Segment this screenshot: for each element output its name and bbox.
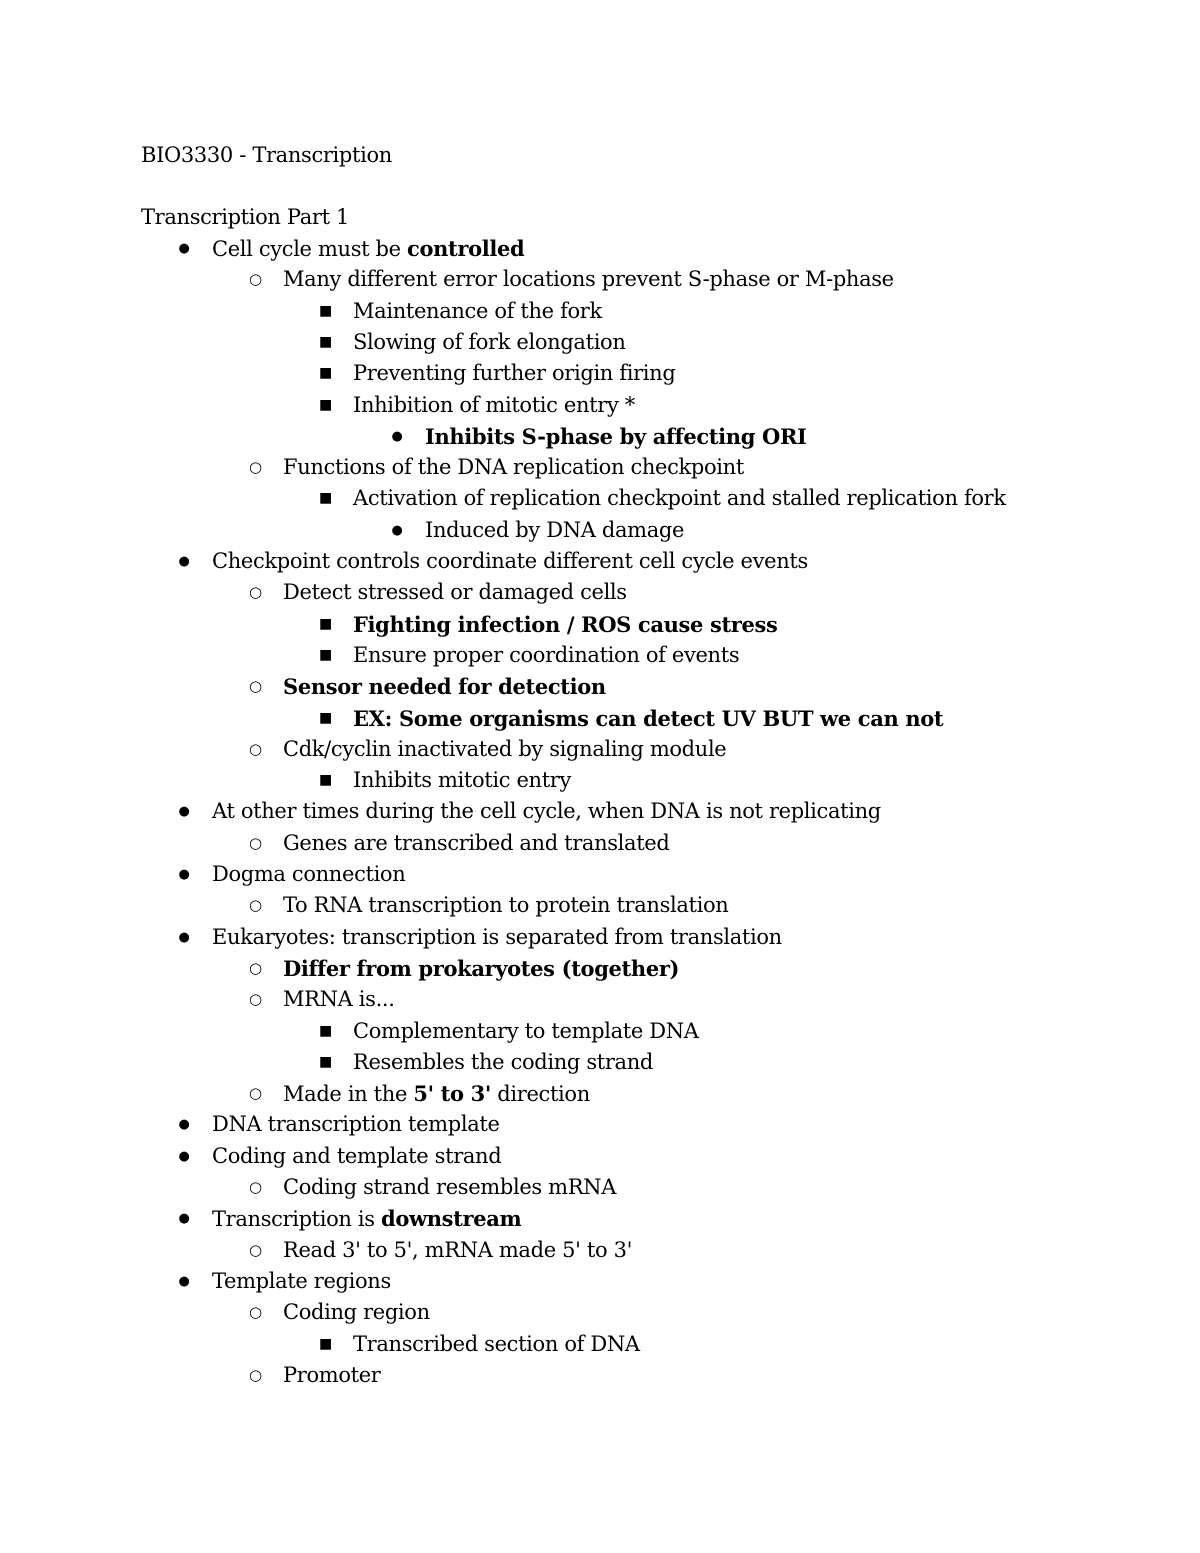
- text-run: direction: [490, 1082, 590, 1106]
- outline-item-text: [283, 671, 606, 703]
- square-bullet-icon: [319, 640, 331, 671]
- disc-bullet-icon: [178, 233, 190, 264]
- outline-item-text: [212, 546, 808, 577]
- text-run: Transcribed section of DNA: [353, 1332, 640, 1356]
- bold-text: 5' to 3': [413, 1081, 491, 1106]
- bold-text: controlled: [407, 236, 525, 261]
- outline-item-text: [425, 421, 807, 453]
- outline-item-text: [353, 765, 571, 796]
- outline-item-text: [425, 515, 684, 546]
- outline-item-text: [212, 796, 881, 827]
- text-run: To RNA transcription to protein translation: [283, 893, 729, 917]
- text-run: Genes are transcribed and translated: [283, 831, 670, 855]
- circle-bullet-icon: [249, 264, 261, 296]
- text-run: Resembles the coding strand: [353, 1050, 653, 1074]
- text-run: Activation of replication checkpoint and stalled replication fork: [353, 486, 1006, 510]
- square-bullet-icon: [319, 1047, 331, 1078]
- text-run: Detect stressed or damaged cells: [283, 580, 627, 604]
- outline-item-text: [212, 233, 524, 265]
- disc-bullet-icon: [178, 1266, 190, 1297]
- square-bullet-icon: [319, 358, 331, 389]
- outline-item-text: [283, 734, 726, 765]
- text-run: Transcription is: [212, 1207, 382, 1231]
- text-run: MRNA is...: [283, 987, 395, 1011]
- outline-item-text: [353, 327, 626, 358]
- square-bullet-icon: [319, 765, 331, 796]
- bold-text: Inhibits S-phase by affecting ORI: [425, 424, 807, 449]
- outline-item-text: [353, 483, 1006, 514]
- outline-item-text: [353, 358, 675, 389]
- disc-bullet-icon: [178, 796, 190, 827]
- square-bullet-icon: [319, 1329, 331, 1360]
- outline-item-text: [283, 264, 894, 295]
- bold-text: Fighting infection / ROS cause stress: [353, 612, 778, 637]
- square-bullet-icon: [319, 296, 331, 327]
- circle-bullet-icon: [249, 1172, 261, 1204]
- outline-item-text: [353, 640, 739, 671]
- circle-bullet-icon: [249, 953, 261, 985]
- circle-bullet-icon: [249, 984, 261, 1016]
- square-bullet-icon: [319, 390, 331, 421]
- outline-item-text: [283, 1235, 632, 1266]
- text-run: Cdk/cyclin inactivated by signaling module: [283, 737, 727, 761]
- text-run: Functions of the DNA replication checkpoint: [283, 455, 744, 479]
- outline-item-text: [212, 859, 405, 890]
- text-run: Inhibition of mitotic entry *: [353, 393, 635, 417]
- outline-item-text: [283, 1297, 430, 1328]
- outline-item-text: [283, 1360, 380, 1391]
- text-run: Ensure proper coordination of events: [353, 643, 740, 667]
- disc-bullet-icon: [178, 859, 190, 890]
- square-bullet-icon: [319, 609, 331, 640]
- outline-item-text: [283, 953, 679, 985]
- square-bullet-icon: [319, 483, 331, 514]
- text-run: Maintenance of the fork: [353, 299, 602, 323]
- bold-text: Sensor needed for detection: [283, 674, 606, 699]
- outline-item-text: [353, 1329, 640, 1360]
- bold-text: downstream: [381, 1206, 522, 1231]
- circle-bullet-icon: [249, 671, 261, 703]
- circle-bullet-icon: [249, 734, 261, 766]
- text-run: Slowing of fork elongation: [353, 330, 626, 354]
- text-run: Eukaryotes: transcription is separated from translation: [212, 925, 782, 949]
- disc-bullet-icon: [391, 515, 403, 546]
- circle-bullet-icon: [249, 1235, 261, 1267]
- bold-text: EX: Some organisms can detect UV BUT we can not: [353, 706, 944, 731]
- outline-item-text: [283, 984, 395, 1015]
- disc-bullet-icon: [178, 922, 190, 953]
- outline-item-text: [283, 577, 627, 608]
- text-run: Read 3' to 5', mRNA made 5' to 3': [283, 1238, 632, 1262]
- outline-item-text: [283, 890, 728, 921]
- text-run: Induced by DNA damage: [425, 518, 685, 542]
- text-run: Template regions: [212, 1269, 391, 1293]
- text-run: Inhibits mitotic entry: [353, 768, 572, 792]
- circle-bullet-icon: [249, 1360, 261, 1392]
- text-run: Cell cycle must be: [212, 237, 408, 261]
- text-run: Coding and template strand: [212, 1144, 502, 1168]
- outline-item-text: [353, 609, 777, 641]
- circle-bullet-icon: [249, 828, 261, 860]
- text-run: Coding strand resembles mRNA: [283, 1175, 617, 1199]
- outline-item-text: [283, 828, 669, 859]
- text-run: Made in the: [283, 1082, 414, 1106]
- text-run: Complementary to template DNA: [353, 1019, 699, 1043]
- text-run: DNA transcription template: [212, 1112, 500, 1136]
- text-run: Preventing further origin firing: [353, 361, 676, 385]
- disc-bullet-icon: [178, 1141, 190, 1172]
- text-run: Coding region: [283, 1300, 430, 1324]
- text-run: Dogma connection: [212, 862, 406, 886]
- square-bullet-icon: [319, 1016, 331, 1047]
- text-run: At other times during the cell cycle, when DNA is not replicating: [212, 799, 881, 823]
- square-bullet-icon: [319, 703, 331, 734]
- disc-bullet-icon: [178, 1203, 190, 1234]
- circle-bullet-icon: [249, 890, 261, 922]
- outline-item-text: [212, 1109, 500, 1140]
- outline-item-text: [212, 1141, 501, 1172]
- outline-item-text: [283, 1078, 590, 1110]
- outline-item-text: [212, 1203, 521, 1235]
- text-run: Checkpoint controls coordinate different cell cycle events: [212, 549, 808, 573]
- circle-bullet-icon: [249, 1078, 261, 1110]
- circle-bullet-icon: [249, 577, 261, 609]
- circle-bullet-icon: [249, 1297, 261, 1329]
- outline-item-text: [353, 1016, 699, 1047]
- disc-bullet-icon: [391, 421, 403, 452]
- text-run: Promoter: [283, 1363, 381, 1387]
- document-page: BIO3330 - Transcription Transcription Part 1 ● Cell cycle must be controlled ○ Many different error locations prevent S-phase or M-phase ■ Maintenance of the fork ■ Slowing of fork elongation ■ Preventing further origin firing ■ Inhibition of mitotic entry * ● Inhibits S-phase by affecting ORI ○ Functions of the DNA replication checkpoint ■ Activation of replication checkpoint and stalled replication fork ● Induced by DNA damage ● Checkpoint controls coordinate different cell cycle events ○ Detect stressed or damaged cells ■ Fighting infection / ROS cause stress ■ Ensure proper coordination of events ○ Sensor needed for detection ■ EX: Some organisms can detect UV BUT we can not ○ Cdk/cyclin inactivated by signaling module ■ Inhibits mitotic entry ● At other times during the cell cycle, when DNA is not replicating ○ Genes are transcribed and translated ● Dogma connection ○ To RNA transcription to protein translation ● Eukaryotes: transcription is separated from translation ○ Differ from prokaryotes (together) ○ MRNA is... ■ Complementary to template DNA ■ Resembles the coding strand ○ Made in the 5' to 3' direction ● DNA transcription template ● Coding and template strand ○ Coding strand resembles mRNA ● Transcription is downstream ○ Read 3' to 5', mRNA made 5' to 3' ● Template regions ○ Coding region ■ Transcribed section of DNA ○ Promoter: [0, 0, 1200, 1553]
- outline-item-text: [212, 922, 782, 953]
- square-bullet-icon: [319, 327, 331, 358]
- outline-item-text: [353, 1047, 653, 1078]
- outline-item-text: [283, 452, 744, 483]
- disc-bullet-icon: [178, 546, 190, 577]
- outline-item-text: [212, 1266, 391, 1297]
- outline-item-text: [353, 703, 943, 735]
- outline-item-text: [353, 390, 635, 421]
- disc-bullet-icon: [178, 1109, 190, 1140]
- bold-text: Differ from prokaryotes (together): [283, 956, 680, 981]
- outline-item-text: [283, 1172, 616, 1203]
- circle-bullet-icon: [249, 452, 261, 484]
- outline-item-text: [353, 296, 602, 327]
- text-run: Many different error locations prevent S-phase or M-phase: [283, 267, 894, 291]
